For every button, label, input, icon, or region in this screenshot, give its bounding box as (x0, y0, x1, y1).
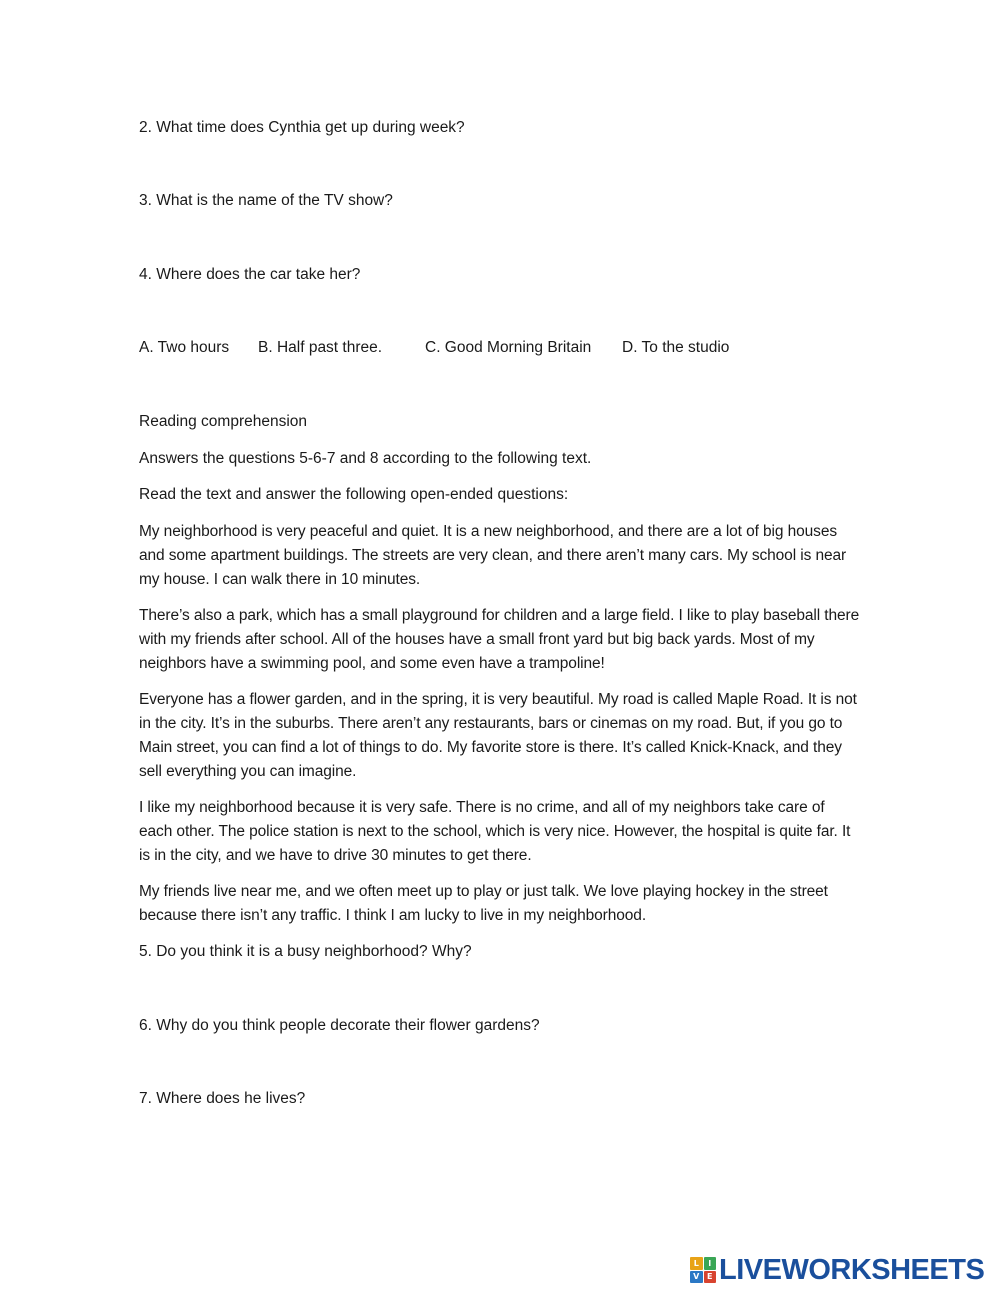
reading-paragraph-4: I like my neighborhood because it is very safe. There is no crime, and all of my neighbors take care of each other. The police station is next to the school, which is very nice. However, the hospital is quite far. It is in the city, and we have to drive 30 minutes to get there. (139, 799, 851, 864)
question-3: 3. What is the name of the TV show? (139, 192, 393, 209)
reading-paragraph-2: There’s also a park, which has a small playground for children and a large field. I like to play baseball there with my friends after school. All of the houses have a small front yard but big back yards. Most of my neighbors have a swimming pool, and some even have a trampoline! (139, 607, 860, 672)
option-c: C. Good Morning Britain (425, 339, 592, 356)
section-title: Reading comprehension (139, 413, 308, 430)
logo-mark-i: I (704, 1257, 717, 1270)
logo-text: LIVEWORKSHEETS (719, 1253, 985, 1286)
liveworksheets-mark-icon (690, 1257, 716, 1283)
question-4: 4. Where does the car take her? (139, 266, 361, 283)
option-a: A. Two hours (139, 339, 230, 356)
logo-mark-l: L (690, 1257, 703, 1270)
reading-paragraph-3: Everyone has a flower garden, and in the spring, it is very beautiful. My road is called Maple Road. It is not in the city. It’s in the suburbs. There aren’t any restaurants, bars or cinemas on my road. But, if you go to Main street, you can find a lot of things to do. My favorite store is there. It’s called Knick-Knack, and they sell everything you can imagine. (139, 691, 857, 780)
liveworksheets-logo[interactable] (690, 1254, 984, 1286)
instruction-2: Read the text and answer the following open-ended questions: (139, 486, 569, 503)
question-6: 6. Why do you think people decorate their flower gardens? (139, 1017, 540, 1034)
question-2: 2. What time does Cynthia get up during week? (139, 119, 465, 136)
question-5: 5. Do you think it is a busy neighborhood? Why? (139, 943, 472, 960)
logo-mark-v: V (690, 1271, 703, 1284)
reading-paragraph-5: My friends live near me, and we often meet up to play or just talk. We love playing hockey in the street because there isn’t any traffic. I think I am lucky to live in my neighborhood. (139, 883, 828, 924)
instruction-1: Answers the questions 5-6-7 and 8 according to the following text. (139, 450, 592, 467)
option-d: D. To the studio (622, 339, 730, 356)
reading-paragraph-1: My neighborhood is very peaceful and quiet. It is a new neighborhood, and there are a lot of big houses and some apartment buildings. The streets are very clean, and there aren’t many cars. My school is near my house. I can walk there in 10 minutes. (139, 523, 847, 588)
logo-mark-e: E (704, 1271, 717, 1284)
question-7: 7. Where does he lives? (139, 1090, 306, 1107)
option-b: B. Half past three. (258, 339, 383, 356)
